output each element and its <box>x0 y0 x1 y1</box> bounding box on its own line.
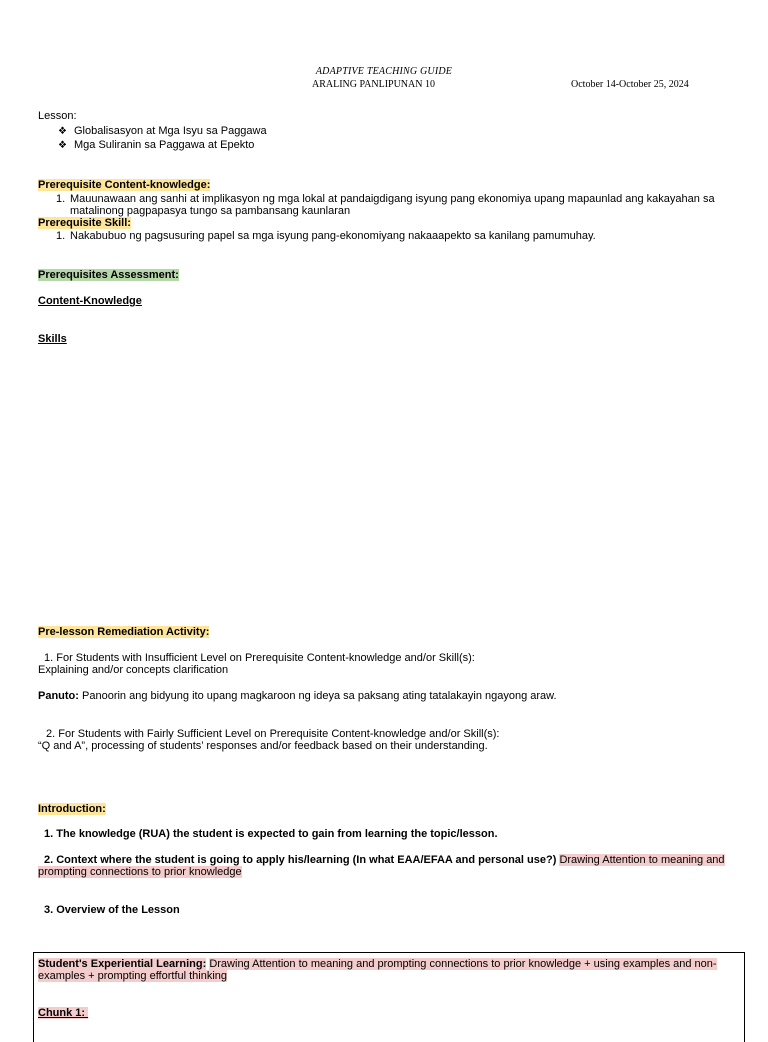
remediation-item-1 <box>38 652 475 676</box>
introduction-item-2-text: 2. Context where the student is going to apply his/learning (In what EAA/EFAA and personal use?) <box>44 854 557 866</box>
panuto-instruction <box>38 690 557 702</box>
lesson-item <box>58 125 267 137</box>
remediation-label: Pre-lesson Remediation Activity: <box>38 626 210 638</box>
experiential-note: Drawing Attention to meaning and prompting connections to prior knowledge + using examples and non- <box>209 958 717 970</box>
prereq-content-line: Mauunawaan ang sanhi at implikasyon ng mga lokal at pandaigdigang isyung pang ekonomiya upang mapaunlad ang kakayahan sa <box>70 193 715 205</box>
skills-heading: Skills <box>38 333 67 345</box>
assessment-label: Prerequisites Assessment: <box>38 269 179 281</box>
remediation-item-line: Explaining and/or concepts clarification <box>38 664 229 676</box>
chunk-1-heading: Chunk 1: <box>38 1007 89 1019</box>
lesson-item <box>58 139 254 151</box>
remediation-item-line: 1. For Students with Insufficient Level on Prerequisite Content-knowledge and/or Skill(s): <box>44 652 475 664</box>
experiential-note: examples + prompting effortful thinking <box>38 970 228 982</box>
experiential-learning-header <box>38 958 728 982</box>
prereq-skill-item <box>56 230 596 242</box>
remediation-item-line: “Q and A”, processing of students’ responses and/or feedback based on their understanding. <box>38 740 488 752</box>
prereq-skill-label: Prerequisite Skill: <box>38 217 131 229</box>
panuto-label: Panuto: <box>38 690 79 702</box>
list-number: 1. <box>56 230 66 242</box>
introduction-label: Introduction: <box>38 803 106 815</box>
prereq-content-label: Prerequisite Content-knowledge: <box>38 179 211 191</box>
introduction-item-1: 1. The knowledge (RUA) the student is expected to gain from learning the topic/lesson. <box>44 828 498 840</box>
lesson-item-text: Globalisasyon at Mga Isyu sa Paggawa <box>74 125 267 137</box>
prereq-content-line: matalinong pagpapasya tungo sa pambansang kaunlaran <box>70 205 351 217</box>
diamond-bullet-icon: ❖ <box>58 126 67 137</box>
introduction-item-2 <box>38 854 738 878</box>
prereq-skill-text: Nakabubuo ng pagsusuring papel sa mga isyung pang-ekonomiyang nakaaapekto sa kanilang pamumuhay. <box>70 230 596 242</box>
diamond-bullet-icon: ❖ <box>58 140 67 151</box>
prereq-content-item <box>56 193 746 217</box>
lesson-item-text: Mga Suliranin sa Paggawa at Epekto <box>74 139 255 151</box>
introduction-item-3: 3. Overview of the Lesson <box>44 904 180 916</box>
remediation-item-2 <box>38 728 499 752</box>
subject-title: ARALING PANLIPUNAN 10 <box>312 79 435 90</box>
lesson-label: Lesson: <box>38 110 77 122</box>
experiential-label: Student's Experiential Learning: <box>38 958 207 970</box>
introduction-item-2-note: Drawing Attention to meaning and <box>559 854 725 866</box>
content-knowledge-heading: Content-Knowledge <box>38 295 142 307</box>
remediation-item-line: 2. For Students with Fairly Sufficient Level on Prerequisite Content-knowledge and/or Skill(s): <box>46 728 500 740</box>
list-number: 1. <box>56 193 66 205</box>
date-range: October 14-October 25, 2024 <box>571 79 689 90</box>
panuto-text: Panoorin ang bidyung ito upang magkaroon ng ideya sa paksang ating tatalakayin ngayong araw. <box>78 690 557 702</box>
document-title: ADAPTIVE TEACHING GUIDE <box>315 66 453 77</box>
introduction-item-2-note: prompting connections to prior knowledge <box>38 866 242 878</box>
